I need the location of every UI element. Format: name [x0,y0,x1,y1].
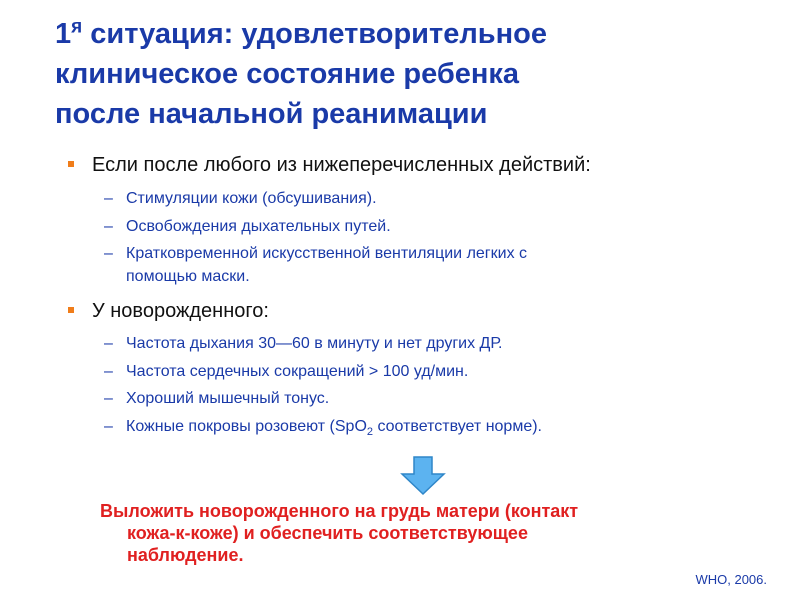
bullet-text: Если после любого из нижеперечисленных действий: [92,154,591,176]
dash-icon: – [104,218,113,235]
down-arrow-icon [400,456,446,496]
bullet-square-icon [68,161,74,167]
conclusion-line-2: кожа-к-коже) и обеспечить соответствующее [127,523,528,543]
bullet-square-icon [68,307,74,313]
title-superscript: я [71,16,83,38]
title-line-2: клиническое состояние ребенка [55,58,520,90]
conclusion-line-1: Выложить новорожденного на грудь матери (контакт [100,501,579,521]
dash-icon: – [104,390,113,407]
dash-icon: – [104,190,113,207]
bullet-text: У новорожденного: [92,300,269,322]
title-line-1: $1^я$ ситуация: удовлетворительное [55,16,547,50]
slide-title [55,14,755,134]
conclusion-line-3: наблюдение. [127,545,244,565]
title-line-3: после начальной реанимации [55,98,488,130]
dash-icon: – [104,418,113,435]
conclusion-text [100,500,760,566]
dash-icon: – [104,363,113,380]
dash-icon: – [104,335,113,352]
dash-icon: – [104,245,113,262]
subscript-2: 2 [366,426,374,439]
source-citation: WHO, 2006. [695,572,767,587]
